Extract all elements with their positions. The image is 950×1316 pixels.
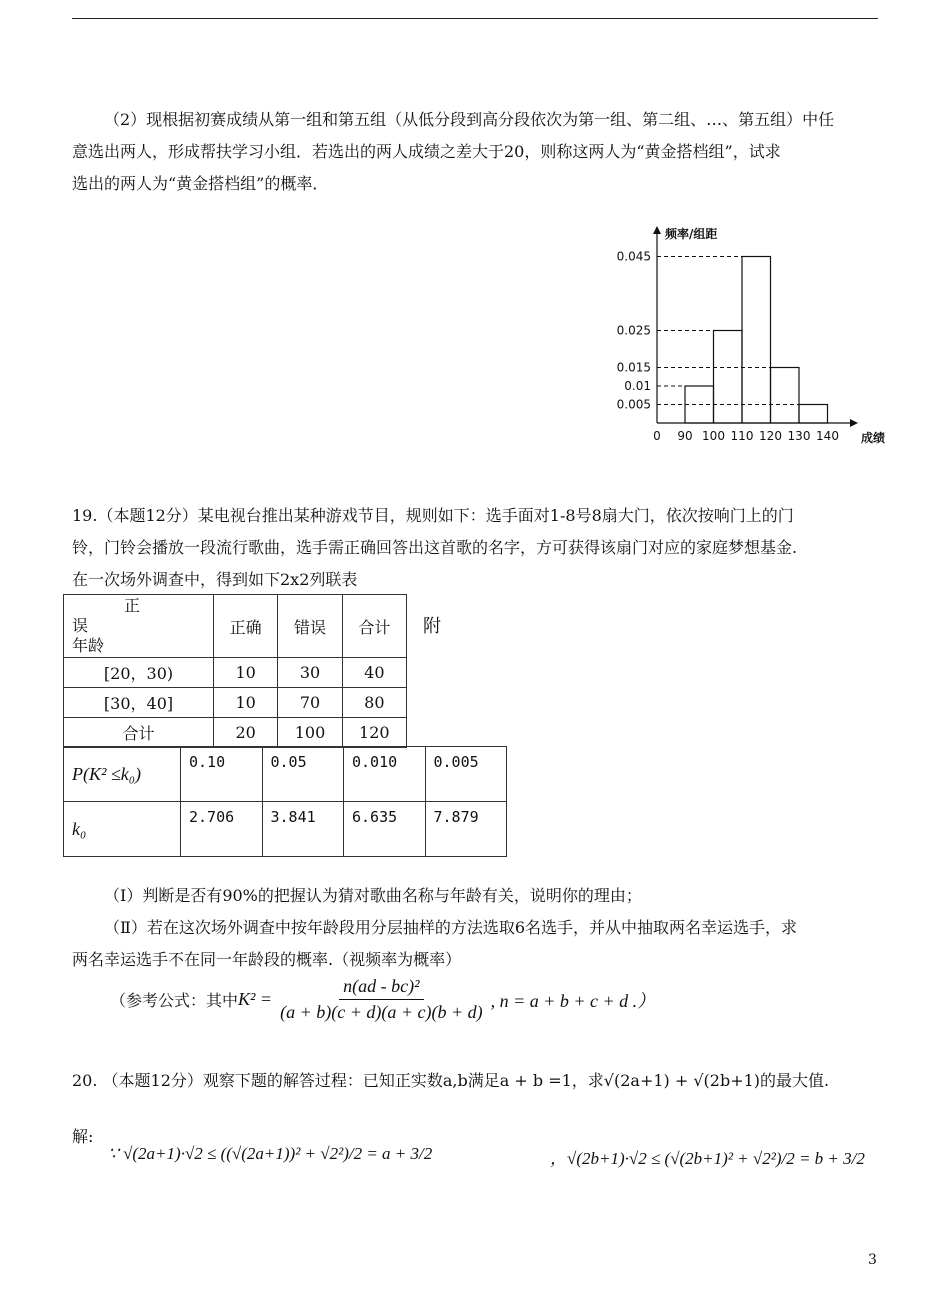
histogram-bar [742, 257, 771, 424]
formula-prefix: （参考公式：其中 [110, 991, 239, 1010]
table-cell: 80 [342, 688, 406, 718]
formula-numerator: n(ad - bc)² [339, 976, 423, 1000]
table-cell: 20 [214, 718, 278, 748]
solution [72, 1124, 878, 1184]
col-header-total: 合计 [342, 595, 406, 658]
reference-formula [110, 976, 655, 1023]
x-axis-arrow [850, 419, 858, 427]
table-cell: 10 [214, 688, 278, 718]
frequency-histogram [610, 218, 900, 450]
table-row [64, 747, 507, 802]
x-tick-label: 110 [730, 429, 754, 443]
x-tick-label: 120 [759, 429, 782, 443]
col-header-correct: 正确 [214, 595, 278, 658]
table-row [64, 718, 407, 748]
y-axis-label: 频率/组距 [665, 227, 718, 241]
x-axis-label: 成绩 [861, 431, 886, 445]
k-row-label: k₀ [64, 802, 181, 857]
p-row-label: P(K² ≤k₀) [64, 747, 181, 802]
histogram-bar [714, 331, 743, 424]
solution-step1: ∵ √(2a+1)·√2 ≤ ((√(2a+1))² + √2²)/2 = a + 3/2 [108, 1144, 433, 1163]
row-label: 合计 [64, 718, 214, 748]
table-cell: 7.879 [425, 802, 507, 857]
x-tick-label: 100 [702, 429, 725, 443]
y-tick-label: 0.005 [616, 397, 651, 412]
x-tick-label: 130 [787, 429, 811, 443]
sub1: （Ⅰ）判断是否有90%的把握认为猜对歌曲名称与年龄有关，说明你的理由； [104, 886, 642, 905]
solution-label: 解: [72, 1127, 94, 1146]
question-18-part2 [72, 104, 878, 200]
question-20: 20. （本题12分）观察下题的解答过程：已知正实数a,b满足a + b =1，求√(2a+1) + √(2b+1)的最大值. [72, 1071, 830, 1090]
origin-label: 0 [653, 429, 661, 443]
table-cell: 100 [278, 718, 342, 748]
q19-line1: 19.（本题12分）某电视台推出某种游戏节目，规则如下：选手面对1-8号8扇大门，依次按响门上的门 [72, 506, 794, 525]
y-tick-label: 0.01 [624, 379, 651, 393]
corner-header-cell [64, 595, 214, 658]
histogram-bar [771, 368, 800, 424]
corner-label-wrong: 误 [72, 616, 89, 635]
q19-line3: 在一次场外调查中，得到如下2x2列联表 [72, 570, 358, 589]
y-tick-label: 0.045 [616, 249, 651, 264]
formula-lhs: K² = [238, 989, 273, 1009]
row-label: [20，30) [64, 658, 214, 688]
corner-label-correct: 正 [124, 596, 141, 615]
sub2-line1: （Ⅱ）若在这次场外调查中按年龄段用分层抽样的方法选取6名选手，并从中抽取两名幸运选手，求 [104, 918, 798, 937]
y-axis-arrow [653, 226, 661, 234]
table-cell: 70 [278, 688, 342, 718]
part2-line3: 选出的两人为“黄金搭档组”的概率． [72, 174, 329, 193]
table-cell: 3.841 [262, 802, 344, 857]
appendix-label: 附 [423, 616, 441, 637]
table-cell: 30 [278, 658, 342, 688]
table-cell: 120 [342, 718, 406, 748]
table-cell: 0.10 [181, 747, 263, 802]
formula-denominator: (a + b)(c + d)(a + c)(b + d) [280, 1002, 483, 1022]
page-number: 3 [868, 1252, 877, 1268]
part2-line2: 意选出两人，形成帮扶学习小组．若选出的两人成绩之差大于20，则称这两人为“黄金搭档组”，试求 [72, 142, 781, 161]
histogram-bar [799, 405, 828, 424]
table-cell: 2.706 [181, 802, 263, 857]
x-tick-label: 90 [677, 429, 693, 443]
table-row [64, 802, 507, 857]
table-cell: 0.05 [262, 747, 344, 802]
contingency-table [63, 594, 407, 748]
y-tick-label: 0.025 [616, 323, 651, 338]
table-cell: 10 [214, 658, 278, 688]
q19-line2: 铃，门铃会播放一段流行歌曲，选手需正确回答出这首歌的名字，方可获得该扇门对应的家庭梦想基金. [72, 538, 798, 557]
row-label: [30，40] [64, 688, 214, 718]
corner-label-age: 年龄 [72, 636, 105, 655]
table-row [64, 658, 407, 688]
formula-tail: , n = a + b + c + d .） [490, 990, 656, 1011]
header-rule [72, 18, 878, 19]
table-cell: 0.005 [425, 747, 507, 802]
table-cell: 6.635 [344, 802, 426, 857]
sub2-line2: 两名幸运选手不在同一年龄段的概率.（视频率为概率） [72, 950, 462, 969]
critical-value-table [63, 746, 507, 857]
table-cell: 0.010 [344, 747, 426, 802]
formula-fraction [276, 976, 487, 1023]
x-tick-label: 140 [816, 429, 839, 443]
table-cell: 40 [342, 658, 406, 688]
col-header-wrong: 错误 [278, 595, 342, 658]
solution-step2: ，√(2b+1)·√2 ≤ (√(2b+1)² + √2²)/2 = b + 3/2 [550, 1149, 865, 1168]
y-tick-label: 0.015 [616, 360, 651, 375]
table-row [64, 688, 407, 718]
part2-line1: （2）现根据初赛成绩从第一组和第五组（从低分段到高分段依次为第一组、第二组、…、第五组）中任 [104, 110, 835, 129]
question-19-subparts [72, 880, 878, 976]
question-19 [72, 500, 878, 596]
